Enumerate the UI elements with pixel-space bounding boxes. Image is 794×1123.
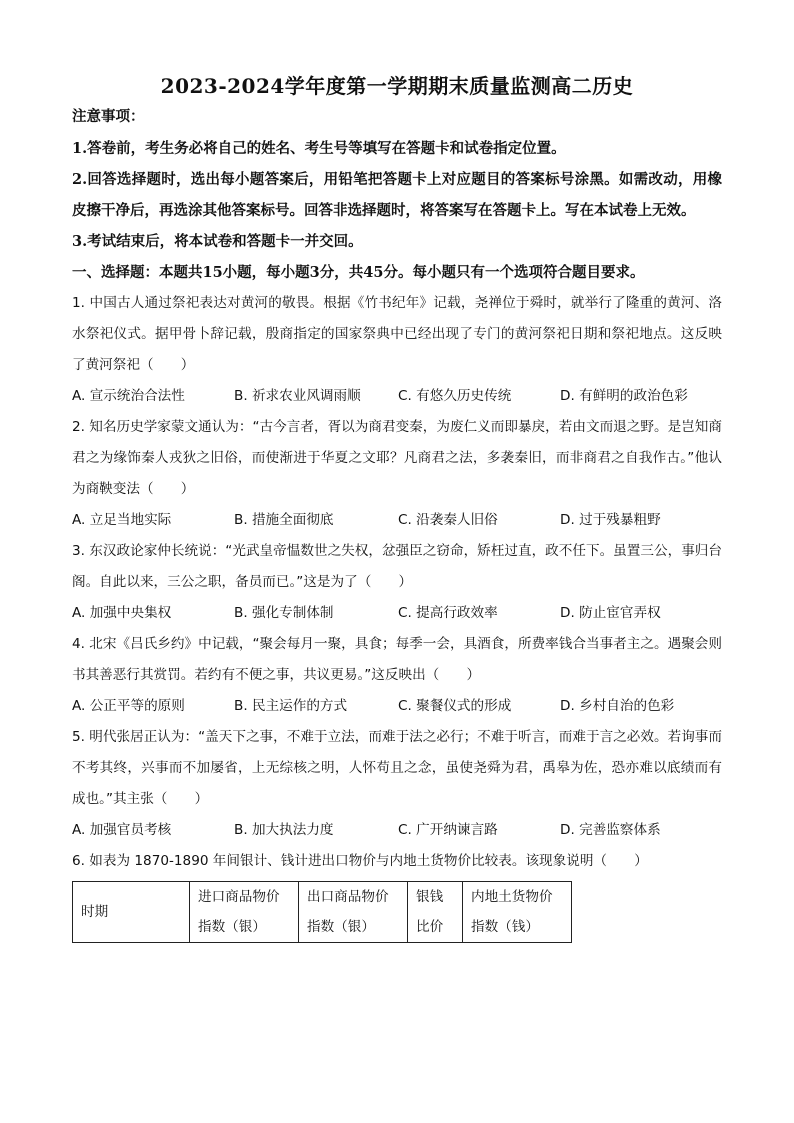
table-header-cell <box>299 882 408 943</box>
question-options <box>72 598 722 629</box>
header-line: 进口商品物价 <box>198 889 280 905</box>
header-line: 比价 <box>416 919 444 935</box>
exam-title: 2023-2024学年度第一学期期末质量监测高二历史 <box>160 74 634 98</box>
table-header-row <box>73 882 572 943</box>
option-c: C. 聚餐仪式的形成 <box>398 698 512 714</box>
question-options <box>72 505 722 536</box>
question-stem: 4. 北宋《吕氏乡约》中记载，“聚会每月一聚，具食；每季一会，具酒食，所费率钱合当事者主之。遇聚会则书其善恶行其赏罚。若约有不便之事，共议更易。”这反映出（ ） <box>72 636 722 683</box>
question-3 <box>72 536 722 629</box>
question-stem: 6. 如表为 1870-1890 年间银计、钱计进出口物价与内地土货物价比较表。该现象说明（ ） <box>72 853 648 869</box>
notice-heading: 注意事项： <box>72 108 145 125</box>
notice-item-2: 2.回答选择题时，选出每小题答案后，用铅笔把答题卡上对应题目的答案标号涂黑。如需改动，用橡皮擦干净后，再选涂其他答案标号。回答非选择题时，将答案写在答题卡上。写在本试卷上无效。 <box>72 171 722 219</box>
option-c: C. 沿袭秦人旧俗 <box>398 512 498 528</box>
section-heading: 一、选择题：本题共15小题，每小题3分，共45分。每小题只有一个选项符合题目要求。 <box>72 264 645 281</box>
option-b: B. 强化专制体制 <box>234 605 334 621</box>
exam-content <box>72 105 722 943</box>
option-c: C. 广开纳谏言路 <box>398 822 498 838</box>
header-line: 出口商品物价 <box>307 889 389 905</box>
option-a: A. 公正平等的原则 <box>72 698 185 714</box>
question-1 <box>72 288 722 412</box>
header-line: 时期 <box>81 904 109 920</box>
question-2 <box>72 412 722 536</box>
header-line: 内地土货物价 <box>471 889 553 905</box>
question-stem: 1. 中国古人通过祭祀表达对黄河的敬畏。根据《竹书纪年》记载，尧禅位于舜时，就举行了隆重的黄河、洛水祭祀仪式。据甲骨卜辞记载，殷商指定的国家祭典中已经出现了专门的黄河祭祀日期和祭祀地点。这反映了黄河祭祀（ ） <box>72 295 722 373</box>
price-table <box>72 881 572 943</box>
table-header-cell <box>73 882 190 943</box>
option-c: C. 提高行政效率 <box>398 605 498 621</box>
option-b: B. 措施全面彻底 <box>234 512 334 528</box>
question-options <box>72 691 722 722</box>
header-line: 银钱 <box>416 889 444 905</box>
notice-item-1: 1.答卷前，考生务必将自己的姓名、考生号等填写在答题卡和试卷指定位置。 <box>72 140 566 157</box>
option-c: C. 有悠久历史传统 <box>398 388 512 404</box>
option-a: A. 立足当地实际 <box>72 512 172 528</box>
header-line: 指数（银） <box>307 919 375 935</box>
option-b: B. 民主运作的方式 <box>234 698 348 714</box>
question-options <box>72 381 722 412</box>
option-a: A. 宣示统治合法性 <box>72 388 185 404</box>
option-b: B. 加大执法力度 <box>234 822 334 838</box>
question-4 <box>72 629 722 722</box>
question-stem: 5. 明代张居正认为：“盖天下之事，不难于立法，而难于法之必行；不难于听言，而难于言之必效。若询事而不考其终，兴事而不加屡省，上无综核之明，人怀苟且之念，虽使尧舜为君，禹皋为佐，恐亦难以底绩而有成也。”其主张（ ） <box>72 729 722 807</box>
table-header-cell <box>463 882 572 943</box>
option-d: D. 乡村自治的色彩 <box>560 698 675 714</box>
question-6 <box>72 846 722 943</box>
question-5 <box>72 722 722 846</box>
notice-item-3: 3.考试结束后，将本试卷和答题卡一并交回。 <box>72 233 363 250</box>
option-d: D. 完善监察体系 <box>560 822 661 838</box>
header-line: 指数（钱） <box>471 919 539 935</box>
option-d: D. 过于残暴粗野 <box>560 512 661 528</box>
table-header-cell <box>408 882 463 943</box>
option-d: D. 有鲜明的政治色彩 <box>560 388 688 404</box>
question-stem: 2. 知名历史学家蒙文通认为：“古今言者，胥以为商君变秦，为废仁义而即暴戾，若由文而退之野。是岂知商君之为缘饰秦人戎狄之旧俗，而使渐进于华夏之文耶？凡商君之法，多袭秦旧，而非商君之自我作古。”他认为商鞅变法（ ） <box>72 419 722 497</box>
option-a: A. 加强中央集权 <box>72 605 172 621</box>
header-line: 指数（银） <box>198 919 266 935</box>
table-header-cell <box>190 882 299 943</box>
option-b: B. 祈求农业风调雨顺 <box>234 388 361 404</box>
option-d: D. 防止宦官弄权 <box>560 605 661 621</box>
option-a: A. 加强官员考核 <box>72 822 172 838</box>
question-options <box>72 815 722 846</box>
question-stem: 3. 东汉政论家仲长统说：“光武皇帝愠数世之失权，忿强臣之窃命，矫枉过直，政不任下。虽置三公，事归台阁。自此以来，三公之职，备员而已。”这是为了（ ） <box>72 543 722 590</box>
